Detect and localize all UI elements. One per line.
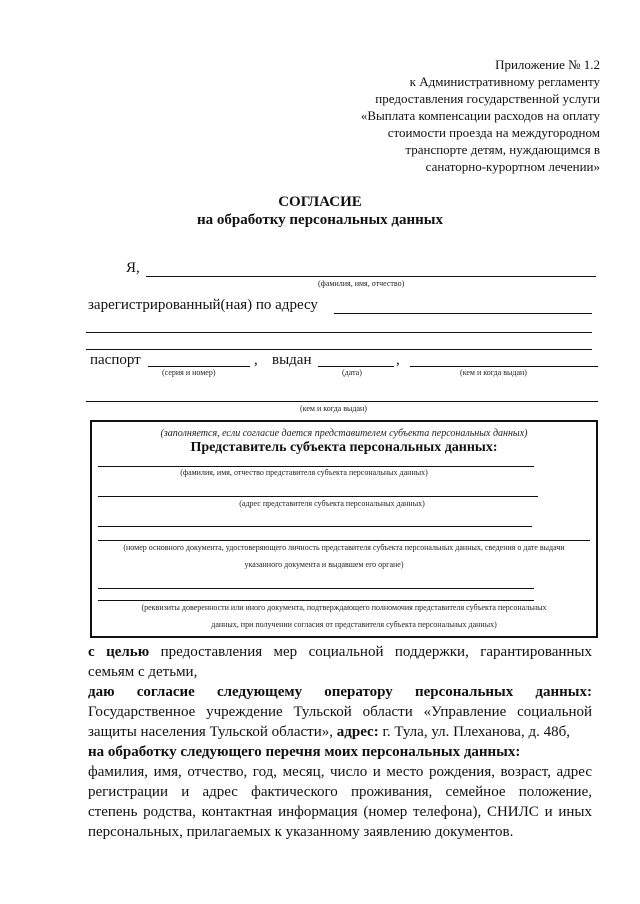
issuer-line-2[interactable] [86, 401, 598, 402]
rep-doc-caption: (номер основного документа, удостоверяющего личность представителя субъекта персональных данных, сведения о дате выдачи [123, 543, 565, 552]
annex-line: Приложение № 1.2 [495, 57, 600, 72]
i-label: Я, [126, 260, 140, 276]
representative-note: (заполняется, если согласие дается представителем субъекта персональных данных) [160, 428, 528, 439]
rep-doc-line[interactable] [98, 526, 532, 527]
registered-label: зарегистрированный(ная) по адресу [88, 297, 318, 313]
rep-proxy-line-2[interactable] [98, 600, 534, 601]
issued-label: выдан [272, 352, 312, 368]
rep-doc-caption-2: указанного документа и выдавшем его органе) [244, 560, 404, 569]
rep-address-line[interactable] [98, 496, 538, 497]
annex-header [300, 56, 600, 175]
address-field-line-2[interactable] [86, 332, 592, 333]
annex-line: транспорте детям, нуждающимся в [405, 142, 600, 157]
operator-line: Государственное учреждение Тульской области «Управление социальной [88, 704, 592, 720]
list-heading: на обработку следующего перечня моих персональных данных: [88, 744, 521, 760]
rep-proxy-caption-2: данных, при получении согласия от представителя субъекта персональных данных) [211, 620, 497, 629]
document-title: СОГЛАСИЕ [278, 194, 362, 210]
operator-line-2 [88, 722, 592, 742]
date-caption: (дата) [342, 368, 362, 377]
comma: , [396, 352, 400, 368]
rep-doc-line-2[interactable] [98, 540, 590, 541]
representative-heading: Представитель субъекта персональных данных: [190, 440, 498, 455]
passport-label: паспорт [90, 352, 141, 368]
passport-number-line[interactable] [148, 366, 250, 367]
annex-line: стоимости проезда на междугородном [387, 125, 600, 140]
operator-address: г. Тула, ул. Плеханова, д. 48б, [378, 724, 570, 740]
purpose-line [88, 642, 592, 662]
list-line: регистрации и адрес фактического проживания, семейное положение, [88, 784, 592, 800]
fio-field-line[interactable] [146, 276, 596, 277]
issuer-caption: (кем и когда выдан) [460, 368, 527, 377]
annex-line: «Выплата компенсации расходов на оплату [360, 108, 600, 123]
rep-proxy-caption: (реквизиты доверенности или иного документа, подтверждающего полномочия представителя субъекта персональных [141, 603, 547, 612]
annex-line: к Административному регламенту [409, 74, 600, 89]
fio-caption: (фамилия, имя, отчество) [318, 279, 405, 288]
list-line: степень родства, контактная информация (номер телефона), СНИЛС и иных [88, 804, 592, 820]
purpose-bold: с целью [88, 644, 150, 660]
annex-line: предоставления государственной услуги [375, 91, 600, 106]
address-bold: адрес: [336, 724, 379, 740]
rep-proxy-line[interactable] [98, 588, 534, 589]
issue-date-line[interactable] [318, 366, 394, 367]
document-subtitle: на обработку персональных данных [197, 212, 443, 228]
list-line: персональных, прилагаемых к указанному заявлению документов. [88, 824, 514, 840]
purpose-line-2: семьям с детьми, [88, 664, 198, 680]
address-field-line-3[interactable] [86, 349, 592, 350]
annex-line: санаторно-курортном лечении» [425, 159, 600, 174]
rep-fio-caption: (фамилия, имя, отчество представителя субъекта персональных данных) [180, 468, 428, 477]
rep-fio-line[interactable] [98, 466, 534, 467]
series-caption: (серия и номер) [162, 368, 216, 377]
rep-address-caption: (адрес представителя субъекта персональных данных) [239, 499, 425, 508]
issuer-line[interactable] [410, 366, 598, 367]
purpose-text: предоставления мер социальной поддержки, гарантированных [149, 644, 592, 660]
consent-line: даю согласие следующему оператору персональных данных: [88, 684, 592, 700]
address-field-line[interactable] [334, 313, 592, 314]
comma: , [254, 352, 258, 368]
issuer-caption-2: (кем и когда выдан) [300, 404, 367, 413]
operator-name-end: защиты населения Тульской области», [88, 724, 337, 740]
list-line: фамилия, имя, отчество, год, месяц, число и место рождения, возраст, адрес [88, 764, 592, 780]
representative-box [90, 420, 598, 638]
